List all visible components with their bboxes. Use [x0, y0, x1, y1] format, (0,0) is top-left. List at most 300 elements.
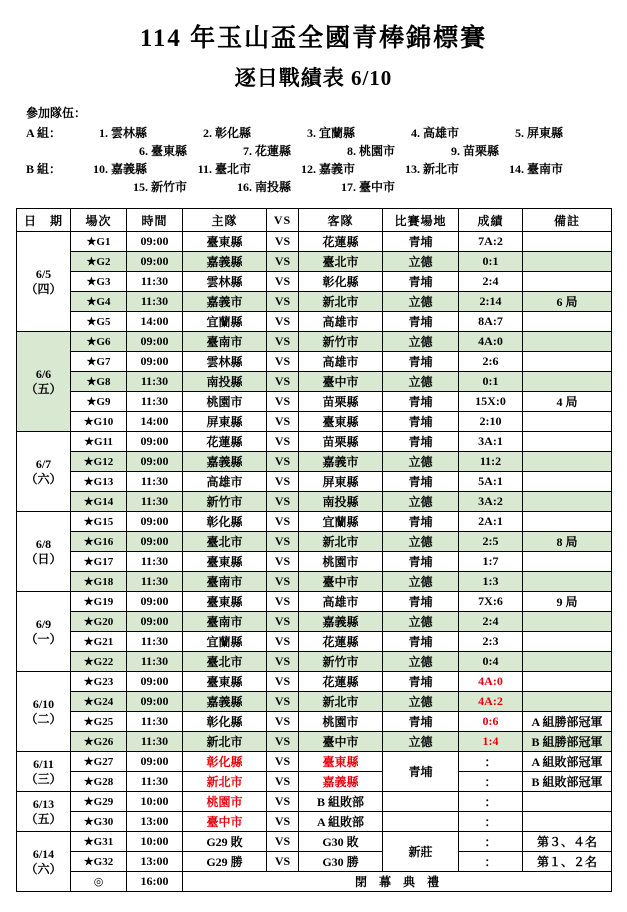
time-cell: 13:00 — [127, 812, 183, 832]
score-cell: ： — [459, 752, 523, 772]
time-cell: 11:30 — [127, 772, 183, 792]
time-cell: 11:30 — [127, 552, 183, 572]
score-cell: 5A:1 — [459, 472, 523, 492]
away-team-cell: 苗栗縣 — [299, 432, 383, 452]
home-team-cell: 嘉義縣 — [183, 692, 267, 712]
game-number-cell: ★G24 — [71, 692, 127, 712]
table-row — [17, 392, 612, 412]
note-cell: 第１、２名 — [523, 852, 612, 872]
note-cell — [523, 612, 612, 632]
score-cell: 2:4 — [459, 612, 523, 632]
header-field: 比賽場地 — [383, 209, 459, 232]
home-team-cell: 新北市 — [183, 732, 267, 752]
away-team-cell: 高雄市 — [299, 352, 383, 372]
vs-cell: VS — [267, 332, 299, 352]
table-row — [17, 292, 612, 312]
time-cell: 09:00 — [127, 532, 183, 552]
team-entry — [498, 160, 602, 178]
team-name: 高雄市 — [423, 126, 460, 140]
table-row — [17, 512, 612, 532]
table-row — [17, 352, 612, 372]
score-cell: 1:3 — [459, 572, 523, 592]
field-cell: 青埔 — [383, 472, 459, 492]
field-cell — [383, 812, 459, 832]
home-team-cell: 宜蘭縣 — [183, 312, 267, 332]
vs-cell: VS — [267, 592, 299, 612]
game-number-cell: ★G13 — [71, 472, 127, 492]
vs-cell: VS — [267, 492, 299, 512]
date-cell: 6/5 （四） — [17, 232, 71, 332]
field-cell: 立德 — [383, 572, 459, 592]
vs-cell: VS — [267, 552, 299, 572]
time-cell: 11:30 — [127, 292, 183, 312]
date-cell: 6/7 （六） — [17, 432, 71, 512]
note-cell — [523, 472, 612, 492]
game-number-cell: ★G26 — [71, 732, 127, 752]
vs-cell: VS — [267, 252, 299, 272]
game-number-cell: ★G10 — [71, 412, 127, 432]
vs-cell: VS — [267, 292, 299, 312]
away-team-cell: 花蓮縣 — [299, 672, 383, 692]
vs-cell: VS — [267, 532, 299, 552]
field-cell: 立德 — [383, 652, 459, 672]
away-team-cell: 屏東縣 — [299, 472, 383, 492]
score-cell: 11:2 — [459, 452, 523, 472]
team-entry — [186, 124, 290, 142]
score-cell: 2:14 — [459, 292, 523, 312]
table-header-row — [17, 209, 612, 232]
game-number-cell: ★G2 — [71, 252, 127, 272]
team-number: 14. — [509, 162, 524, 176]
team-cells — [122, 178, 611, 196]
team-group-label: A 組： — [26, 126, 62, 140]
team-group-row — [26, 124, 611, 142]
field-cell: 立德 — [383, 732, 459, 752]
away-team-cell: 高雄市 — [299, 312, 383, 332]
note-cell — [523, 252, 612, 272]
table-row — [17, 592, 612, 612]
field-cell: 立德 — [383, 532, 459, 552]
vs-cell: VS — [267, 372, 299, 392]
field-cell: 青埔 — [383, 312, 459, 332]
note-cell — [523, 312, 612, 332]
time-cell: 11:30 — [127, 712, 183, 732]
game-number-cell: ★G18 — [71, 572, 127, 592]
vs-cell: VS — [267, 692, 299, 712]
time-cell: 09:00 — [127, 592, 183, 612]
time-cell: 11:30 — [127, 492, 183, 512]
away-team-cell: 臺中市 — [299, 372, 383, 392]
time-cell: 09:00 — [127, 432, 183, 452]
game-number-cell: ◎ — [71, 872, 127, 892]
team-name: 新北市 — [423, 162, 460, 176]
away-team-cell: 臺東縣 — [299, 412, 383, 432]
time-cell: 09:00 — [127, 352, 183, 372]
table-row — [17, 452, 612, 472]
game-number-cell: ★G11 — [71, 432, 127, 452]
note-cell — [523, 672, 612, 692]
game-number-cell: ★G1 — [71, 232, 127, 252]
team-name: 苗栗縣 — [463, 144, 500, 158]
time-cell: 09:00 — [127, 672, 183, 692]
note-cell: 9 局 — [523, 592, 612, 612]
date-cell: 6/6 （五） — [17, 332, 71, 432]
game-number-cell: ★G22 — [71, 652, 127, 672]
vs-cell: VS — [267, 792, 299, 812]
team-name: 雲林縣 — [111, 126, 148, 140]
table-row — [17, 652, 612, 672]
team-entry — [226, 142, 330, 160]
score-cell: 2:6 — [459, 352, 523, 372]
time-cell: 09:00 — [127, 452, 183, 472]
team-number: 5. — [515, 126, 524, 140]
score-cell: ： — [459, 852, 523, 872]
score-cell: 4A:2 — [459, 692, 523, 712]
vs-cell: VS — [267, 512, 299, 532]
header-time: 時間 — [127, 209, 183, 232]
table-row — [17, 492, 612, 512]
time-cell: 10:00 — [127, 832, 183, 852]
team-name: 桃園市 — [359, 144, 396, 158]
team-number: 7. — [243, 144, 252, 158]
home-team-cell: 嘉義縣 — [183, 252, 267, 272]
vs-cell: VS — [267, 812, 299, 832]
away-team-cell: 花蓮縣 — [299, 632, 383, 652]
score-cell: 4A:0 — [459, 672, 523, 692]
score-cell: 2:5 — [459, 532, 523, 552]
score-cell: 0:6 — [459, 712, 523, 732]
team-number: 9. — [451, 144, 460, 158]
table-row — [17, 572, 612, 592]
table-row — [17, 772, 612, 792]
home-team-cell: 屏東縣 — [183, 412, 267, 432]
header-away: 客隊 — [299, 209, 383, 232]
game-number-cell: ★G5 — [71, 312, 127, 332]
team-name: 臺北市 — [215, 162, 252, 176]
field-cell: 立德 — [383, 492, 459, 512]
time-cell: 11:30 — [127, 372, 183, 392]
field-cell — [383, 792, 459, 812]
home-team-cell: 高雄市 — [183, 472, 267, 492]
field-cell: 立德 — [383, 292, 459, 312]
game-number-cell: ★G15 — [71, 512, 127, 532]
score-cell: 0:1 — [459, 372, 523, 392]
game-number-cell: ★G8 — [71, 372, 127, 392]
time-cell: 09:00 — [127, 612, 183, 632]
game-number-cell: ★G17 — [71, 552, 127, 572]
note-cell — [523, 512, 612, 532]
team-entry — [82, 160, 186, 178]
home-team-cell: 臺東縣 — [183, 672, 267, 692]
vs-cell: VS — [267, 652, 299, 672]
table-row — [17, 232, 612, 252]
home-team-cell: 臺東縣 — [183, 592, 267, 612]
time-cell: 09:00 — [127, 752, 183, 772]
table-row — [17, 412, 612, 432]
score-cell: 3A:2 — [459, 492, 523, 512]
team-name: 花蓮縣 — [255, 144, 292, 158]
team-number: 6. — [139, 144, 148, 158]
game-number-cell: ★G21 — [71, 632, 127, 652]
note-cell — [523, 432, 612, 452]
team-entry — [434, 142, 538, 160]
game-number-cell: ★G6 — [71, 332, 127, 352]
vs-cell: VS — [267, 672, 299, 692]
table-row — [17, 812, 612, 832]
schedule-table — [16, 208, 612, 892]
team-entry — [394, 160, 498, 178]
away-team-cell: 新北市 — [299, 292, 383, 312]
game-number-cell: ★G32 — [71, 852, 127, 872]
note-cell — [523, 332, 612, 352]
vs-cell: VS — [267, 612, 299, 632]
game-number-cell: ★G3 — [71, 272, 127, 292]
table-row — [17, 632, 612, 652]
field-cell: 新莊 — [383, 832, 459, 872]
team-entry — [122, 178, 226, 196]
note-cell — [523, 652, 612, 672]
note-cell: B 組敗部冠軍 — [523, 772, 612, 792]
time-cell: 11:30 — [127, 272, 183, 292]
game-number-cell: ★G9 — [71, 392, 127, 412]
home-team-cell: 嘉義市 — [183, 292, 267, 312]
game-number-cell: ★G7 — [71, 352, 127, 372]
home-team-cell: G29 敗 — [183, 832, 267, 852]
time-cell: 09:00 — [127, 692, 183, 712]
team-name: 屏東縣 — [527, 126, 564, 140]
field-cell: 立德 — [383, 692, 459, 712]
note-cell: 第３、４名 — [523, 832, 612, 852]
field-cell: 立德 — [383, 252, 459, 272]
time-cell: 11:30 — [127, 632, 183, 652]
note-cell — [523, 572, 612, 592]
header-vs: VS — [267, 209, 299, 232]
field-cell: 立德 — [383, 452, 459, 472]
score-cell: 7X:6 — [459, 592, 523, 612]
vs-cell: VS — [267, 312, 299, 332]
field-cell: 青埔 — [383, 712, 459, 732]
home-team-cell: 桃園市 — [183, 792, 267, 812]
home-team-cell: 臺南市 — [183, 332, 267, 352]
team-entry — [290, 160, 394, 178]
time-cell: 09:00 — [127, 332, 183, 352]
table-row — [17, 832, 612, 852]
date-cell: 6/13 （五） — [17, 792, 71, 832]
table-row — [17, 272, 612, 292]
time-cell: 11:30 — [127, 732, 183, 752]
time-cell: 11:30 — [127, 652, 183, 672]
field-cell: 青埔 — [383, 512, 459, 532]
page-subtitle: 逐日戰績表 6/10 — [234, 66, 393, 90]
table-row — [17, 532, 612, 552]
date-cell: 6/9 （一） — [17, 592, 71, 672]
team-number: 12. — [301, 162, 316, 176]
team-number: 17. — [341, 180, 356, 194]
home-team-cell: 臺北市 — [183, 532, 267, 552]
away-team-cell: 嘉義市 — [299, 452, 383, 472]
field-cell: 立德 — [383, 372, 459, 392]
team-name: 宜蘭縣 — [319, 126, 356, 140]
vs-cell: VS — [267, 272, 299, 292]
away-team-cell: B 組敗部 — [299, 792, 383, 812]
vs-cell: VS — [267, 632, 299, 652]
table-row — [17, 792, 612, 812]
team-number: 4. — [411, 126, 420, 140]
away-team-cell: 高雄市 — [299, 592, 383, 612]
table-row — [17, 732, 612, 752]
away-team-cell: 南投縣 — [299, 492, 383, 512]
team-name: 彰化縣 — [215, 126, 252, 140]
note-cell — [523, 692, 612, 712]
team-number: 13. — [405, 162, 420, 176]
header-game: 場次 — [71, 209, 127, 232]
away-team-cell: 新北市 — [299, 532, 383, 552]
header-note: 備註 — [523, 209, 612, 232]
page-title: 114 年玉山盃全國青棒錦標賽 — [139, 25, 488, 52]
score-cell: 1:7 — [459, 552, 523, 572]
field-cell: 青埔 — [383, 552, 459, 572]
game-number-cell: ★G25 — [71, 712, 127, 732]
team-cells — [122, 142, 611, 160]
game-number-cell: ★G14 — [71, 492, 127, 512]
vs-cell: VS — [267, 232, 299, 252]
team-number: 8. — [347, 144, 356, 158]
score-cell: 3A:1 — [459, 432, 523, 452]
teams-list — [26, 124, 611, 196]
team-name: 臺南市 — [527, 162, 564, 176]
game-number-cell: ★G28 — [71, 772, 127, 792]
game-number-cell: ★G23 — [71, 672, 127, 692]
home-team-cell: 嘉義縣 — [183, 452, 267, 472]
time-cell: 11:30 — [127, 392, 183, 412]
team-name: 新竹市 — [151, 180, 188, 194]
note-cell — [523, 452, 612, 472]
vs-cell: VS — [267, 452, 299, 472]
game-number-cell: ★G30 — [71, 812, 127, 832]
home-team-cell: 南投縣 — [183, 372, 267, 392]
note-cell: 8 局 — [523, 532, 612, 552]
score-cell: 0:4 — [459, 652, 523, 672]
time-cell: 10:00 — [127, 792, 183, 812]
score-cell: 0:1 — [459, 252, 523, 272]
note-cell: B 組勝部冠軍 — [523, 732, 612, 752]
note-cell — [523, 232, 612, 252]
vs-cell: VS — [267, 432, 299, 452]
time-cell: 09:00 — [127, 512, 183, 532]
team-entry — [394, 124, 498, 142]
field-cell: 青埔 — [383, 392, 459, 412]
team-name: 臺中市 — [359, 180, 396, 194]
table-row — [17, 372, 612, 392]
away-team-cell: G30 勝 — [299, 852, 383, 872]
team-group-row — [26, 178, 611, 196]
team-name: 嘉義市 — [319, 162, 356, 176]
team-group-row — [26, 142, 611, 160]
time-cell: 14:00 — [127, 412, 183, 432]
header-home: 主隊 — [183, 209, 267, 232]
away-team-cell: 臺北市 — [299, 252, 383, 272]
header-date: 日 期 — [17, 209, 71, 232]
team-entry — [498, 124, 602, 142]
teams-heading: 參加隊伍： — [26, 106, 87, 120]
field-cell: 青埔 — [383, 352, 459, 372]
note-cell: A 組勝部冠軍 — [523, 712, 612, 732]
team-entry — [290, 124, 394, 142]
note-cell — [523, 792, 612, 812]
team-entry — [122, 142, 226, 160]
home-team-cell: 桃園市 — [183, 392, 267, 412]
away-team-cell: 嘉義縣 — [299, 612, 383, 632]
note-cell — [523, 812, 612, 832]
table-row — [17, 332, 612, 352]
table-row — [17, 712, 612, 732]
away-team-cell: 臺中市 — [299, 572, 383, 592]
vs-cell: VS — [267, 472, 299, 492]
table-row — [17, 672, 612, 692]
away-team-cell: A 組敗部 — [299, 812, 383, 832]
field-cell: 青埔 — [383, 412, 459, 432]
schedule-body — [17, 232, 612, 892]
away-team-cell: 臺中市 — [299, 732, 383, 752]
score-cell: 2A:1 — [459, 512, 523, 532]
score-cell: ： — [459, 792, 523, 812]
team-number: 11. — [197, 162, 212, 176]
game-number-cell: ★G29 — [71, 792, 127, 812]
time-cell: 14:00 — [127, 312, 183, 332]
away-team-cell: 新北市 — [299, 692, 383, 712]
home-team-cell: 新北市 — [183, 772, 267, 792]
away-team-cell: 嘉義縣 — [299, 772, 383, 792]
game-number-cell: ★G20 — [71, 612, 127, 632]
note-cell — [523, 632, 612, 652]
home-team-cell: 臺東縣 — [183, 232, 267, 252]
vs-cell: VS — [267, 712, 299, 732]
note-cell — [523, 412, 612, 432]
table-row — [17, 552, 612, 572]
note-cell — [523, 372, 612, 392]
away-team-cell: 新竹市 — [299, 332, 383, 352]
time-cell: 16:00 — [127, 872, 183, 892]
table-row — [17, 472, 612, 492]
home-team-cell: 臺北市 — [183, 652, 267, 672]
away-team-cell: 臺東縣 — [299, 752, 383, 772]
team-number: 1. — [99, 126, 108, 140]
home-team-cell: 臺南市 — [183, 572, 267, 592]
score-cell: 2:10 — [459, 412, 523, 432]
home-team-cell: 彰化縣 — [183, 752, 267, 772]
table-row — [17, 692, 612, 712]
score-cell: 1:4 — [459, 732, 523, 752]
field-cell: 青埔 — [383, 632, 459, 652]
date-cell: 6/10 （二） — [17, 672, 71, 752]
home-team-cell: 新竹市 — [183, 492, 267, 512]
away-team-cell: 花蓮縣 — [299, 232, 383, 252]
away-team-cell: G30 敗 — [299, 832, 383, 852]
team-group-label: B 組： — [26, 162, 62, 176]
score-cell: 2:3 — [459, 632, 523, 652]
vs-cell: VS — [267, 352, 299, 372]
time-cell: 09:00 — [127, 232, 183, 252]
home-team-cell: 彰化縣 — [183, 512, 267, 532]
field-cell: 青埔 — [383, 752, 459, 792]
home-team-cell: 臺中市 — [183, 812, 267, 832]
game-number-cell: ★G4 — [71, 292, 127, 312]
home-team-cell: 彰化縣 — [183, 712, 267, 732]
team-entry — [226, 178, 330, 196]
score-cell: 8A:7 — [459, 312, 523, 332]
vs-cell: VS — [267, 412, 299, 432]
participating-teams — [26, 104, 611, 196]
